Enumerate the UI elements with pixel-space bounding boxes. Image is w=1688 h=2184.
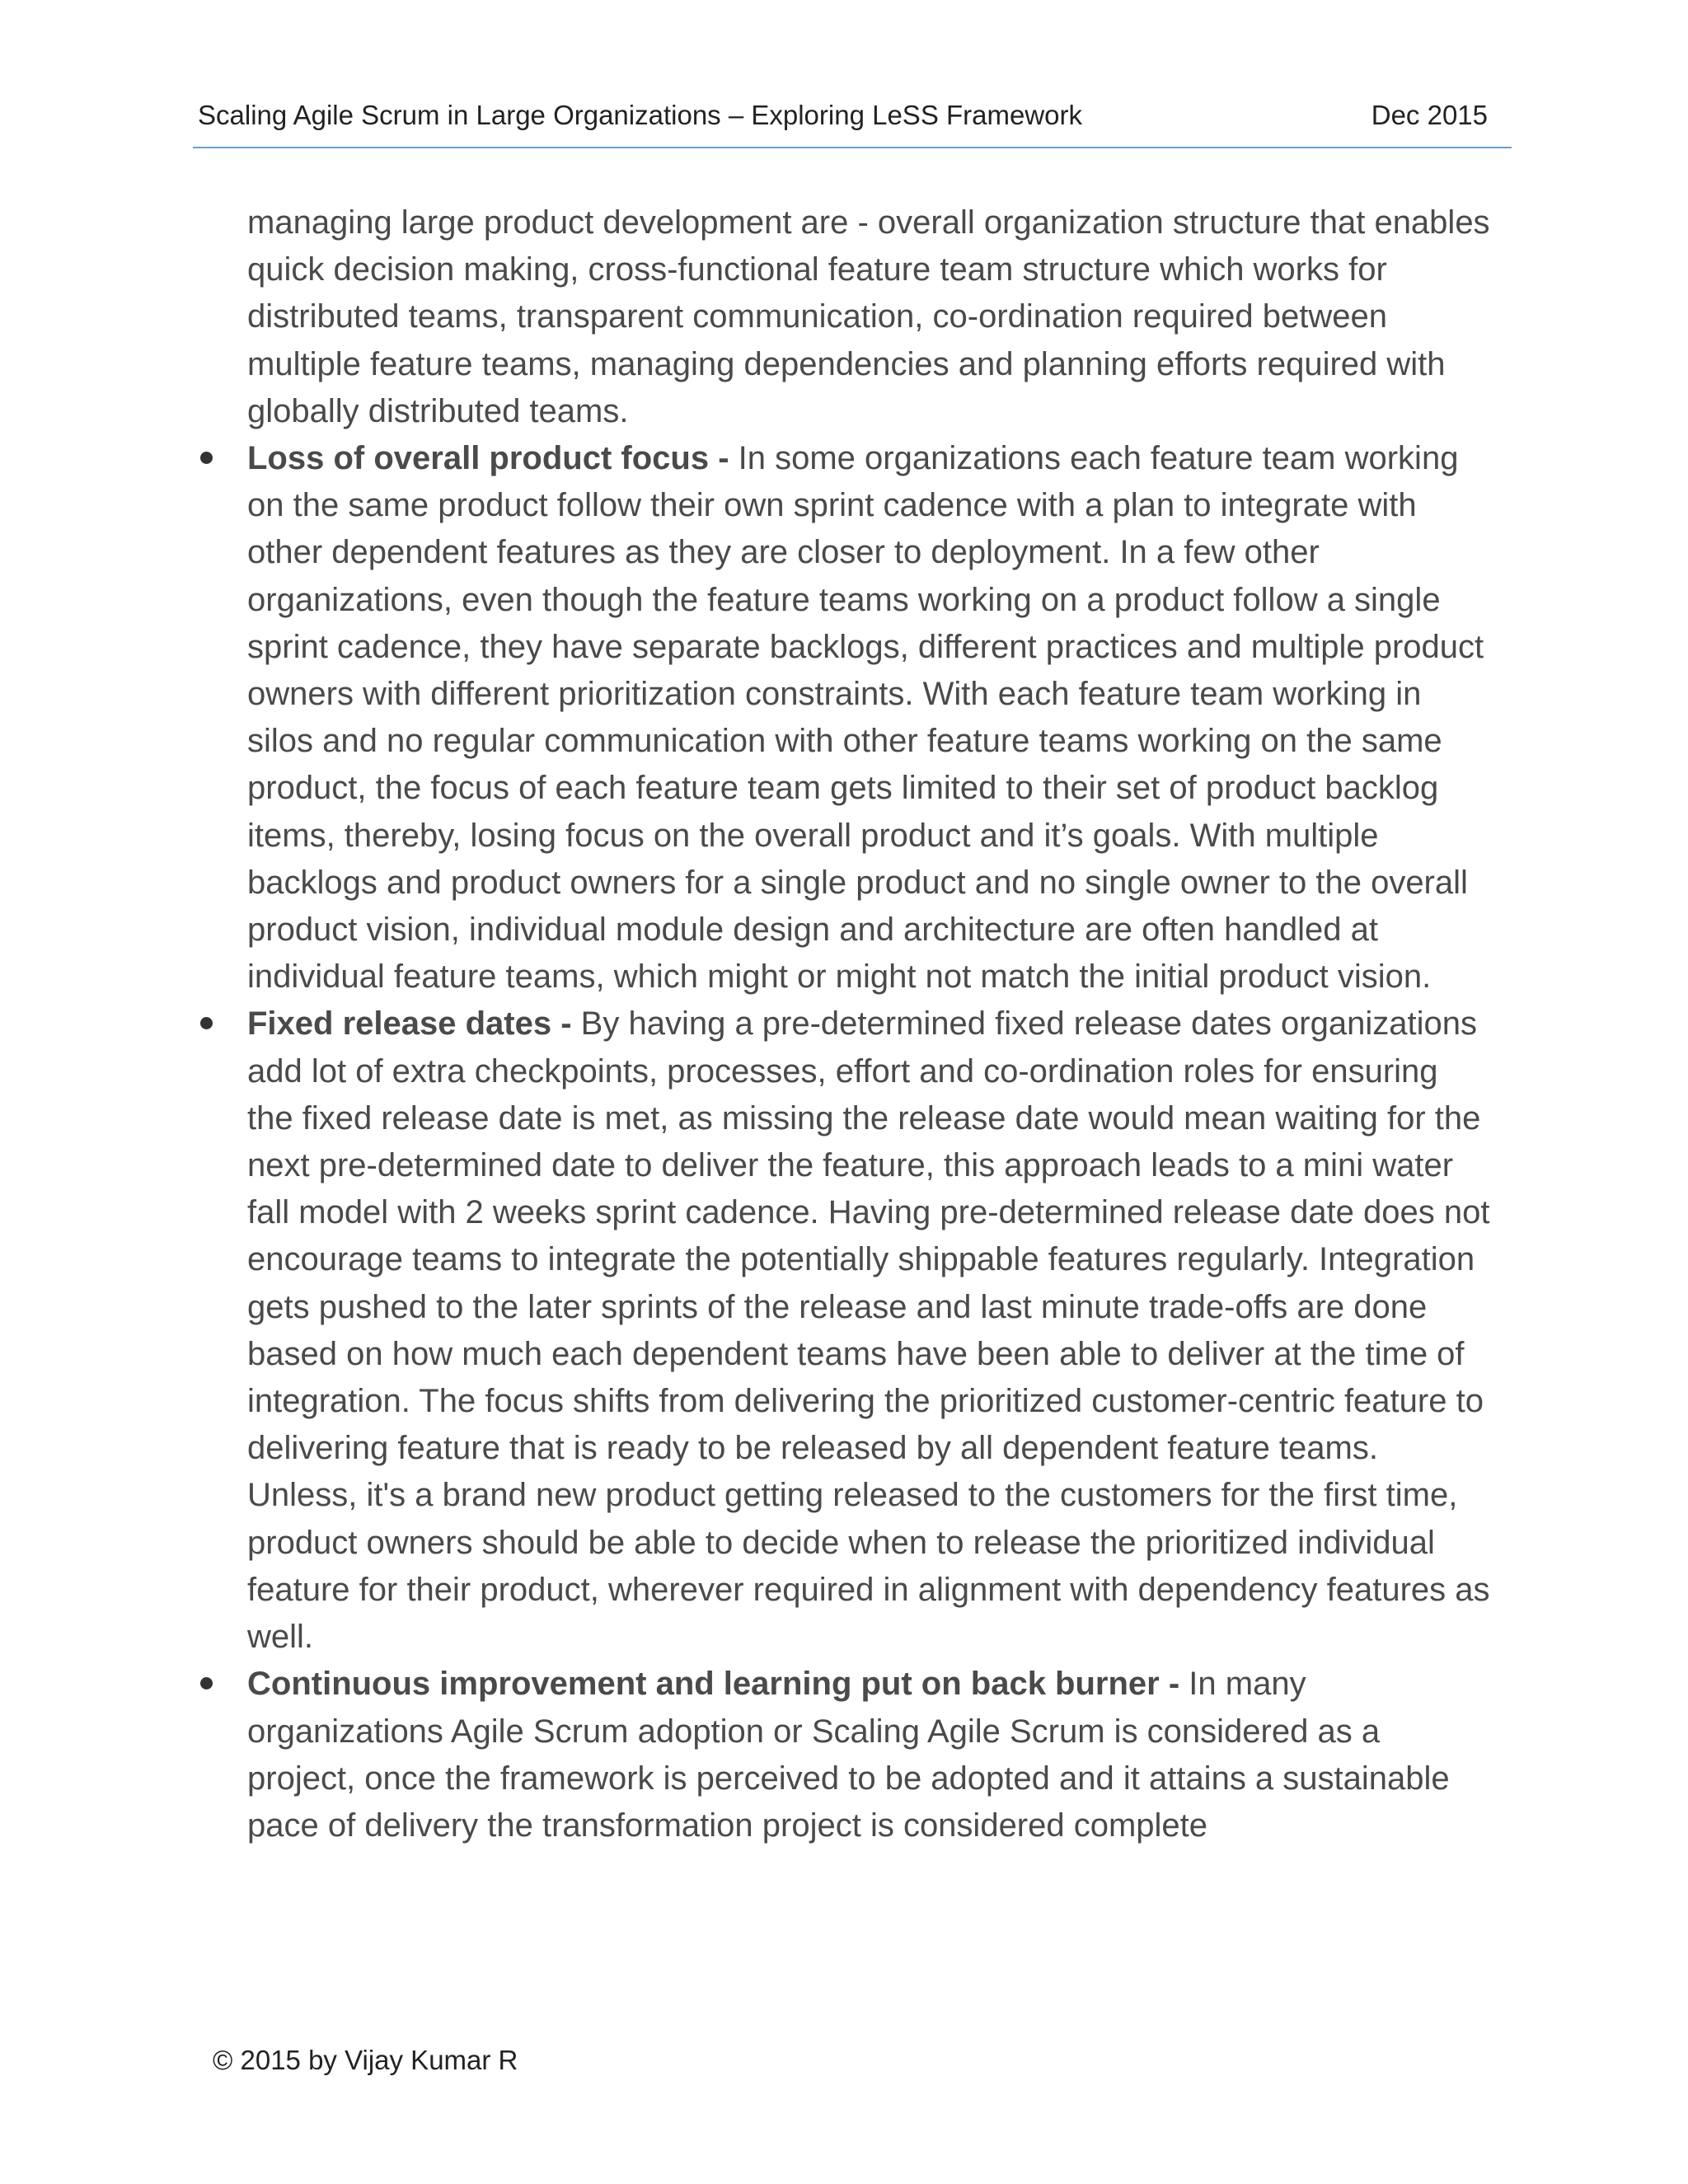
bullet-text: In many organizations Agile Scrum adoption or Scaling Agile Scrum is considered as a project, once the framework is perceived to be adopted and it attains a sustainable pace of delivery the transformation project is considered complete bbox=[247, 1666, 1450, 1844]
copyright-text: © 2015 by Vijay Kumar R bbox=[213, 2045, 518, 2075]
bullet-icon bbox=[200, 1677, 213, 1690]
bullet-text: By having a pre-determined fixed release dates organizations add lot of extra checkpoints, processes, effort and co-ordination roles for ensuring the fixed release date is met, as missing the release date would mean waiting for the next pre-determined date to deliver the feature, this approach leads to a mini water fall model with 2 weeks sprint cadence. Having pre-determined release date does not encourage teams to integrate the potentially shippable features regularly. Integration gets pushed to the later sprints of the release and last minute trade-offs are done based on how much each dependent teams have been able to deliver at the time of integration. The focus shifts from delivering the prioritized customer-centric feature to delivering feature that is ready to be released by all dependent feature teams. Unless, it's a brand new product getting released to the customers for the first time, product owners should be able to decide when to release the prioritized individual feature for their product, wherever required in alignment with dependency features as well. bbox=[247, 1005, 1490, 1656]
bullet-icon bbox=[200, 452, 213, 464]
bullet-item bbox=[247, 1001, 1492, 1661]
bullet-list bbox=[247, 435, 1492, 1849]
page-footer bbox=[213, 2042, 518, 2079]
bullet-icon bbox=[200, 1017, 213, 1029]
header-divider bbox=[193, 147, 1512, 148]
bullet-text: In some organizations each feature team working on the same product follow their own sprint cadence with a plan to integrate with other dependent features as they are closer to deployment. In a few other organizations, even though the feature teams working on a product follow a single sprint cadence, they have separate backlogs, different practices and multiple product owners with different prioritization constraints. With each feature team working in silos and no regular communication with other feature teams working on the same product, the focus of each feature team gets limited to their set of product backlog items, thereby, losing focus on the overall product and it’s goals. With multiple backlogs and product owners for a single product and no single owner to the overall product vision, individual module design and architecture are often handled at individual feature teams, which might or might not match the initial product vision. bbox=[247, 440, 1484, 996]
document-date: Dec 2015 bbox=[1371, 100, 1488, 130]
page-header bbox=[198, 97, 1488, 134]
bullet-item bbox=[247, 1661, 1492, 1849]
bullet-heading: Loss of overall product focus - bbox=[247, 440, 729, 477]
bullet-heading: Continuous improvement and learning put on back burner - bbox=[247, 1666, 1180, 1703]
bullet-item bbox=[247, 435, 1492, 1001]
page-body bbox=[247, 199, 1492, 1849]
bullet-heading: Fixed release dates - bbox=[247, 1005, 572, 1043]
intro-paragraph: managing large product development are - overall organization structure that enables quick decision making, cross-functional feature team structure which works for distributed teams, transparent communication, co-ordination required between multiple feature teams, managing dependencies and planning efforts required with globally distributed teams. bbox=[247, 204, 1490, 429]
document-title: Scaling Agile Scrum in Large Organizations – Exploring LeSS Framework bbox=[198, 100, 1083, 130]
